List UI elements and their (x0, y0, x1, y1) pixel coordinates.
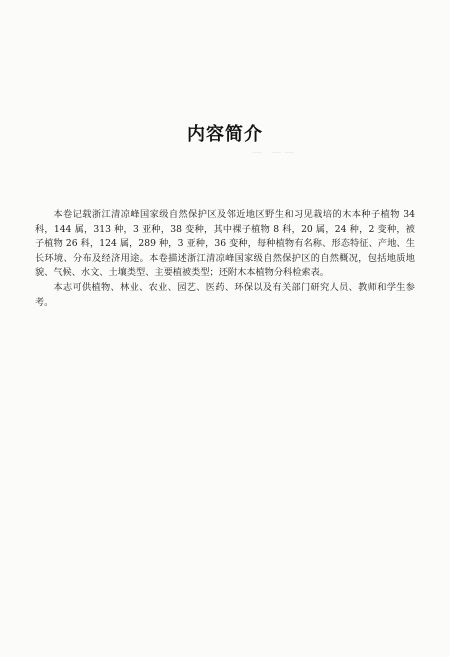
page-title: 内容简介 (187, 124, 263, 145)
paragraph-2: 本志可供植物、林业、农业、园艺、医药、环保以及有关部门研究人员、教师和学生参考。 (35, 281, 415, 308)
summary-body (35, 208, 415, 310)
bleed-through-marks: — —— (252, 147, 298, 158)
paragraph-1: 本卷记载浙江清凉峰国家级自然保护区及邻近地区野生和习见栽培的木本种子植物 34 科，144 属，313 种，3 亚种，38 变种，其中裸子植物 8 科，20 属，24 种，2 变种，被子植物 26 科，124 属，289 种，3 亚种，36 变种，每种植物有名称、形态特征、产地、生长环境、分布及经济用途。本卷描述浙江清凉峰国家级自然保护区的自然概况，包括地质地貌、气候、水文、土壤类型、主要植被类型；还附木本植物分科检索表。 (35, 209, 415, 279)
